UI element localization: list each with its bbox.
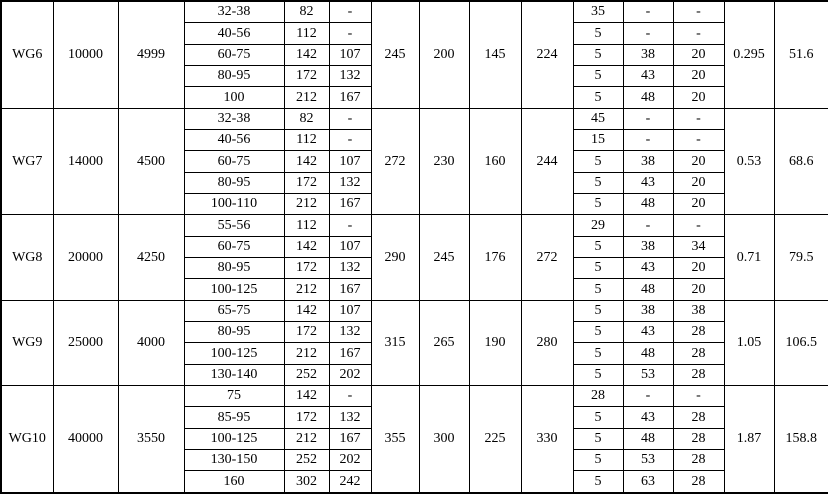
data-cell: 145	[469, 1, 521, 108]
data-cell: 20	[673, 151, 724, 172]
data-cell: 272	[521, 215, 573, 300]
data-cell: 35	[573, 1, 623, 23]
data-cell: 130-150	[184, 450, 284, 471]
data-cell: 0.71	[724, 215, 774, 300]
data-cell: 252	[284, 450, 329, 471]
data-cell: 172	[284, 407, 329, 428]
data-cell: 80-95	[184, 172, 284, 193]
data-cell: 43	[623, 258, 673, 279]
data-cell: 4999	[118, 1, 184, 108]
data-cell: 142	[284, 151, 329, 172]
data-cell: 106.5	[774, 300, 828, 385]
data-cell: 190	[469, 300, 521, 385]
data-cell: 43	[623, 322, 673, 343]
data-cell: 280	[521, 300, 573, 385]
data-cell: 167	[329, 87, 371, 108]
data-cell: 132	[329, 66, 371, 87]
data-cell: 4500	[118, 108, 184, 215]
data-cell: 5	[573, 471, 623, 493]
spec-table-body	[1, 1, 828, 493]
data-cell: 0.53	[724, 108, 774, 215]
data-cell: 68.6	[774, 108, 828, 215]
data-cell: 172	[284, 66, 329, 87]
data-cell: -	[329, 108, 371, 129]
data-cell: 3550	[118, 386, 184, 493]
data-cell: 28	[673, 407, 724, 428]
data-cell: 48	[623, 279, 673, 300]
data-cell: 80-95	[184, 66, 284, 87]
data-cell: 43	[623, 407, 673, 428]
data-cell: 38	[623, 44, 673, 65]
data-cell: 5	[573, 151, 623, 172]
data-cell: 290	[371, 215, 419, 300]
data-cell: 225	[469, 386, 521, 493]
data-cell: 107	[329, 300, 371, 321]
data-cell: -	[623, 108, 673, 129]
data-cell: 142	[284, 44, 329, 65]
data-cell: 330	[521, 386, 573, 493]
data-cell: 5	[573, 300, 623, 321]
data-cell: 5	[573, 23, 623, 44]
data-cell: 32-38	[184, 108, 284, 129]
model-cell: WG8	[1, 215, 53, 300]
data-cell: 5	[573, 44, 623, 65]
data-cell: 200	[419, 1, 469, 108]
data-cell: 142	[284, 300, 329, 321]
data-cell: 48	[623, 194, 673, 215]
data-cell: 245	[371, 1, 419, 108]
table-row	[1, 108, 828, 129]
data-cell: 224	[521, 1, 573, 108]
data-cell: 63	[623, 471, 673, 493]
data-cell: 142	[284, 236, 329, 257]
data-cell: -	[673, 386, 724, 407]
data-cell: -	[673, 215, 724, 236]
data-cell: 82	[284, 108, 329, 129]
data-cell: 5	[573, 279, 623, 300]
data-cell: 100-125	[184, 279, 284, 300]
data-cell: 5	[573, 450, 623, 471]
data-cell: 85-95	[184, 407, 284, 428]
data-cell: 202	[329, 450, 371, 471]
model-cell: WG10	[1, 386, 53, 493]
data-cell: 40000	[53, 386, 118, 493]
data-cell: 112	[284, 215, 329, 236]
data-cell: 167	[329, 194, 371, 215]
data-cell: 130-140	[184, 364, 284, 385]
data-cell: 32-38	[184, 1, 284, 23]
data-cell: -	[329, 23, 371, 44]
data-cell: 45	[573, 108, 623, 129]
data-cell: 167	[329, 343, 371, 364]
model-cell: WG7	[1, 108, 53, 215]
data-cell: 0.295	[724, 1, 774, 108]
data-cell: 4250	[118, 215, 184, 300]
data-cell: 212	[284, 428, 329, 449]
data-cell: 5	[573, 66, 623, 87]
data-cell: 1.87	[724, 386, 774, 493]
data-cell: 20	[673, 279, 724, 300]
model-cell: WG9	[1, 300, 53, 385]
data-cell: 79.5	[774, 215, 828, 300]
data-cell: 5	[573, 236, 623, 257]
data-cell: 43	[623, 172, 673, 193]
data-cell: -	[673, 108, 724, 129]
data-cell: 242	[329, 471, 371, 493]
data-cell: 212	[284, 279, 329, 300]
data-cell: -	[673, 23, 724, 44]
data-cell: 212	[284, 194, 329, 215]
data-cell: 40-56	[184, 23, 284, 44]
data-cell: 160	[469, 108, 521, 215]
data-cell: -	[623, 1, 673, 23]
data-cell: 75	[184, 386, 284, 407]
data-cell: 107	[329, 44, 371, 65]
data-cell: 20	[673, 66, 724, 87]
data-cell: 5	[573, 87, 623, 108]
data-cell: -	[623, 386, 673, 407]
data-cell: 132	[329, 172, 371, 193]
data-cell: 28	[573, 386, 623, 407]
data-cell: 132	[329, 258, 371, 279]
data-cell: 65-75	[184, 300, 284, 321]
data-cell: 107	[329, 236, 371, 257]
data-cell: 20	[673, 44, 724, 65]
data-cell: -	[623, 23, 673, 44]
data-cell: 355	[371, 386, 419, 493]
data-cell: 10000	[53, 1, 118, 108]
data-cell: 4000	[118, 300, 184, 385]
data-cell: -	[329, 130, 371, 151]
data-cell: 48	[623, 428, 673, 449]
data-cell: 80-95	[184, 322, 284, 343]
data-cell: 38	[623, 151, 673, 172]
data-cell: 20	[673, 172, 724, 193]
data-cell: 167	[329, 428, 371, 449]
data-cell: 5	[573, 428, 623, 449]
data-cell: 55-56	[184, 215, 284, 236]
data-cell: 15	[573, 130, 623, 151]
data-cell: -	[673, 130, 724, 151]
data-cell: 20	[673, 87, 724, 108]
data-cell: -	[329, 386, 371, 407]
data-cell: 20	[673, 194, 724, 215]
data-cell: 5	[573, 343, 623, 364]
data-cell: 315	[371, 300, 419, 385]
data-cell: 28	[673, 343, 724, 364]
data-cell: 158.8	[774, 386, 828, 493]
table-row	[1, 1, 828, 23]
data-cell: 212	[284, 343, 329, 364]
data-cell: 272	[371, 108, 419, 215]
data-cell: 48	[623, 343, 673, 364]
table-row	[1, 386, 828, 407]
data-cell: 112	[284, 130, 329, 151]
data-cell: -	[623, 130, 673, 151]
data-cell: 132	[329, 407, 371, 428]
data-cell: 60-75	[184, 44, 284, 65]
data-cell: 14000	[53, 108, 118, 215]
data-cell: 20	[673, 258, 724, 279]
data-cell: 172	[284, 258, 329, 279]
data-cell: 176	[469, 215, 521, 300]
data-cell: 5	[573, 364, 623, 385]
data-cell: -	[329, 1, 371, 23]
model-cell: WG6	[1, 1, 53, 108]
data-cell: 5	[573, 172, 623, 193]
data-cell: 302	[284, 471, 329, 493]
data-cell: 5	[573, 407, 623, 428]
data-cell: 230	[419, 108, 469, 215]
data-cell: -	[673, 1, 724, 23]
data-cell: 100	[184, 87, 284, 108]
table-row	[1, 215, 828, 236]
data-cell: 25000	[53, 300, 118, 385]
data-cell: 40-56	[184, 130, 284, 151]
data-cell: 212	[284, 87, 329, 108]
data-cell: 5	[573, 322, 623, 343]
data-cell: 20000	[53, 215, 118, 300]
data-cell: 60-75	[184, 151, 284, 172]
data-cell: 38	[623, 300, 673, 321]
data-cell: 160	[184, 471, 284, 493]
table-row	[1, 300, 828, 321]
data-cell: 100-110	[184, 194, 284, 215]
data-cell: 112	[284, 23, 329, 44]
data-cell: -	[329, 215, 371, 236]
data-cell: 1.05	[724, 300, 774, 385]
data-cell: 38	[623, 236, 673, 257]
data-cell: 29	[573, 215, 623, 236]
data-cell: 28	[673, 322, 724, 343]
data-cell: 202	[329, 364, 371, 385]
data-cell: 48	[623, 87, 673, 108]
data-cell: 28	[673, 450, 724, 471]
data-cell: 100-125	[184, 343, 284, 364]
data-cell: 60-75	[184, 236, 284, 257]
data-cell: 53	[623, 450, 673, 471]
data-cell: 172	[284, 172, 329, 193]
data-cell: 34	[673, 236, 724, 257]
data-cell: 252	[284, 364, 329, 385]
data-cell: 28	[673, 364, 724, 385]
data-cell: 244	[521, 108, 573, 215]
data-cell: 80-95	[184, 258, 284, 279]
data-cell: 245	[419, 215, 469, 300]
data-cell: 28	[673, 471, 724, 493]
data-cell: 265	[419, 300, 469, 385]
data-cell: 142	[284, 386, 329, 407]
data-cell: 172	[284, 322, 329, 343]
data-cell: 107	[329, 151, 371, 172]
data-cell: 43	[623, 66, 673, 87]
data-cell: 5	[573, 194, 623, 215]
data-cell: 132	[329, 322, 371, 343]
data-cell: 5	[573, 258, 623, 279]
data-cell: 82	[284, 1, 329, 23]
data-cell: 167	[329, 279, 371, 300]
data-cell: 300	[419, 386, 469, 493]
data-cell: 28	[673, 428, 724, 449]
data-cell: 100-125	[184, 428, 284, 449]
data-cell: 51.6	[774, 1, 828, 108]
data-cell: -	[623, 215, 673, 236]
data-cell: 53	[623, 364, 673, 385]
data-cell: 38	[673, 300, 724, 321]
